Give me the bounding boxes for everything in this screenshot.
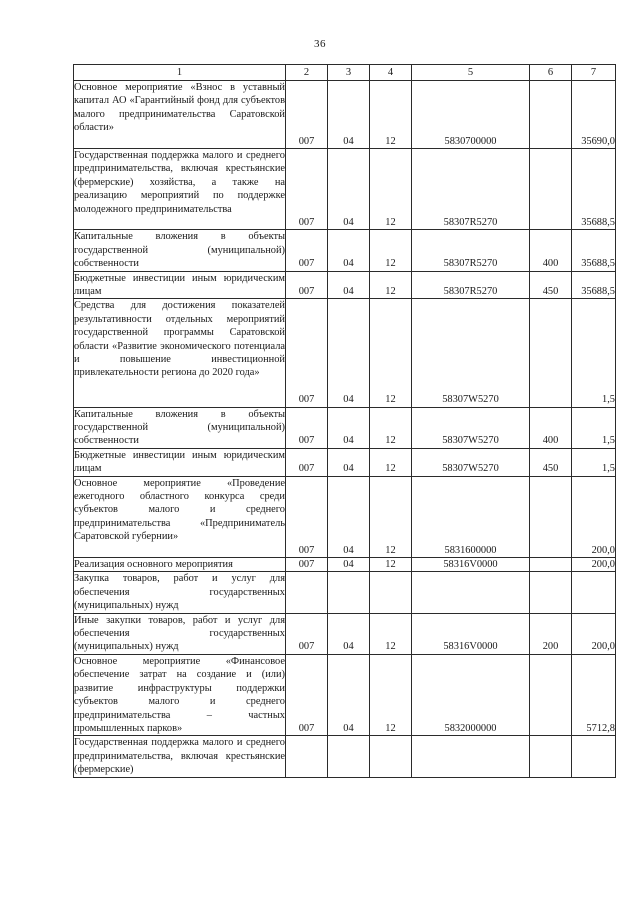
row-target-code: 5832000000 [412,654,530,735]
row-amount: 200,0 [572,613,616,654]
page-number: 36 [314,38,326,50]
column-header-1: 1 [74,65,286,81]
row-amount: 1,5 [572,407,616,448]
column-header-6: 6 [530,65,572,81]
row-chapter-code: 007 [286,613,328,654]
row-section-code: 04 [328,271,370,299]
row-section-code: 04 [328,613,370,654]
row-amount [572,572,616,613]
row-description: Бюджетные инвестиции иным юридическим лицам [74,449,285,475]
row-expense-type-code: 450 [530,271,572,299]
row-description: Государственная поддержка малого и среднего предпринимательства, включая крестьянские (фермерские) [74,737,285,776]
row-section-code: 04 [328,654,370,735]
column-header-4: 4 [370,65,412,81]
row-target-code [412,572,530,613]
row-expense-type-code [530,558,572,572]
table-row [74,654,616,735]
row-subsection-code: 12 [370,613,412,654]
row-subsection-code: 12 [370,271,412,299]
row-target-code: 58307W5270 [412,448,530,476]
row-amount: 1,5 [572,299,616,407]
row-section-code: 04 [328,81,370,149]
column-header-3: 3 [328,65,370,81]
row-chapter-code: 007 [286,654,328,735]
budget-table-container [73,64,615,778]
row-subsection-code [370,572,412,613]
row-subsection-code: 12 [370,149,412,230]
column-header-2: 2 [286,65,328,81]
row-description: Основное мероприятие «Финансовое обеспечение затрат на создание и (или) развитие инфраструктуры поддержки субъектов малого и среднего предпринимательства – частных промышленных парков» [74,655,285,734]
row-chapter-code: 007 [286,230,328,271]
row-description: Основное мероприятие «Взнос в уставный капитал АО «Гарантийный фонд для субъектов малого предпринимательства Саратовской области» [74,81,286,149]
row-target-code [412,736,530,777]
row-amount: 35688,5 [572,149,616,230]
table-row [74,230,616,271]
row-chapter-code: 007 [286,448,328,476]
table-row [74,613,616,654]
row-chapter-code: 007 [286,299,328,407]
table-row [74,299,616,407]
row-expense-type-code: 200 [530,613,572,654]
row-description: Средства для достижения показателей результативности отдельных мероприятий государственной программы Саратовской области «Развитие экономического потенциала и повышение инвестиционной привлекательности региона до 2020 года» [74,299,286,407]
row-section-code: 04 [328,476,370,557]
row-amount [572,736,616,777]
column-header-5: 5 [412,65,530,81]
row-target-code: 5831600000 [412,476,530,557]
row-description: Закупка товаров, работ и услуг для обеспечения государственных (муниципальных) нужд [74,573,285,612]
row-target-code: 58307W5270 [412,299,530,407]
budget-table [73,64,616,778]
row-amount: 5712,8 [572,654,616,735]
table-row [74,81,616,149]
row-target-code: 58307R5270 [412,271,530,299]
row-target-code: 58316V0000 [412,558,530,572]
row-subsection-code: 12 [370,81,412,149]
table-header-row [74,65,616,81]
row-subsection-code: 12 [370,558,412,572]
row-expense-type-code [530,299,572,407]
row-chapter-code: 007 [286,81,328,149]
row-expense-type-code [530,81,572,149]
table-row [74,407,616,448]
row-subsection-code: 12 [370,407,412,448]
row-target-code: 58307R5270 [412,230,530,271]
row-chapter-code: 007 [286,407,328,448]
row-subsection-code: 12 [370,654,412,735]
row-chapter-code: 007 [286,476,328,557]
row-subsection-code [370,736,412,777]
table-row [74,476,616,557]
row-description: Основное мероприятие «Проведение ежегодного областного конкурса среди субъектов малого и среднего предпринимательства «Предприниматель Саратовской губернии» [74,476,286,557]
row-subsection-code: 12 [370,230,412,271]
row-expense-type-code [530,736,572,777]
column-header-7: 7 [572,65,616,81]
row-expense-type-code [530,149,572,230]
row-chapter-code: 007 [286,558,328,572]
row-description: Капитальные вложения в объекты государственной (муниципальной) собственности [74,231,285,270]
row-expense-type-code: 400 [530,407,572,448]
row-description: Иные закупки товаров, работ и услуг для обеспечения государственных (муниципальных) нужд [74,614,285,653]
table-row [74,271,616,299]
row-description: Государственная поддержка малого и среднего предпринимательства, включая крестьянские (фермерские) хозяйства, а также на реализацию мероприятий по поддержке молодежного предпринимательства [74,149,286,230]
row-description: Реализация основного мероприятия [74,558,286,572]
row-expense-type-code [530,572,572,613]
table-row [74,448,616,476]
row-description: Капитальные вложения в объекты государственной (муниципальной) собственности [74,408,285,447]
row-chapter-code [286,572,328,613]
row-expense-type-code: 400 [530,230,572,271]
row-expense-type-code: 450 [530,448,572,476]
row-section-code: 04 [328,558,370,572]
row-amount: 1,5 [572,448,616,476]
row-amount: 35690,0 [572,81,616,149]
row-chapter-code: 007 [286,149,328,230]
row-amount: 200,0 [572,558,616,572]
row-description: Бюджетные инвестиции иным юридическим лицам [74,272,285,298]
row-amount: 200,0 [572,476,616,557]
table-row [74,736,616,777]
row-target-code: 58307W5270 [412,407,530,448]
row-section-code [328,572,370,613]
row-chapter-code [286,736,328,777]
table-row [74,149,616,230]
row-subsection-code: 12 [370,299,412,407]
table-body [74,81,616,778]
row-amount: 35688,5 [572,230,616,271]
row-expense-type-code [530,476,572,557]
row-section-code: 04 [328,448,370,476]
row-chapter-code: 007 [286,271,328,299]
row-amount: 35688,5 [572,271,616,299]
row-target-code: 58307R5270 [412,149,530,230]
row-section-code: 04 [328,299,370,407]
row-section-code [328,736,370,777]
row-section-code: 04 [328,149,370,230]
row-target-code: 58316V0000 [412,613,530,654]
row-subsection-code: 12 [370,476,412,557]
table-row [74,572,616,613]
table-row [74,558,616,572]
row-expense-type-code [530,654,572,735]
row-section-code: 04 [328,407,370,448]
row-section-code: 04 [328,230,370,271]
row-target-code: 5830700000 [412,81,530,149]
row-subsection-code: 12 [370,448,412,476]
